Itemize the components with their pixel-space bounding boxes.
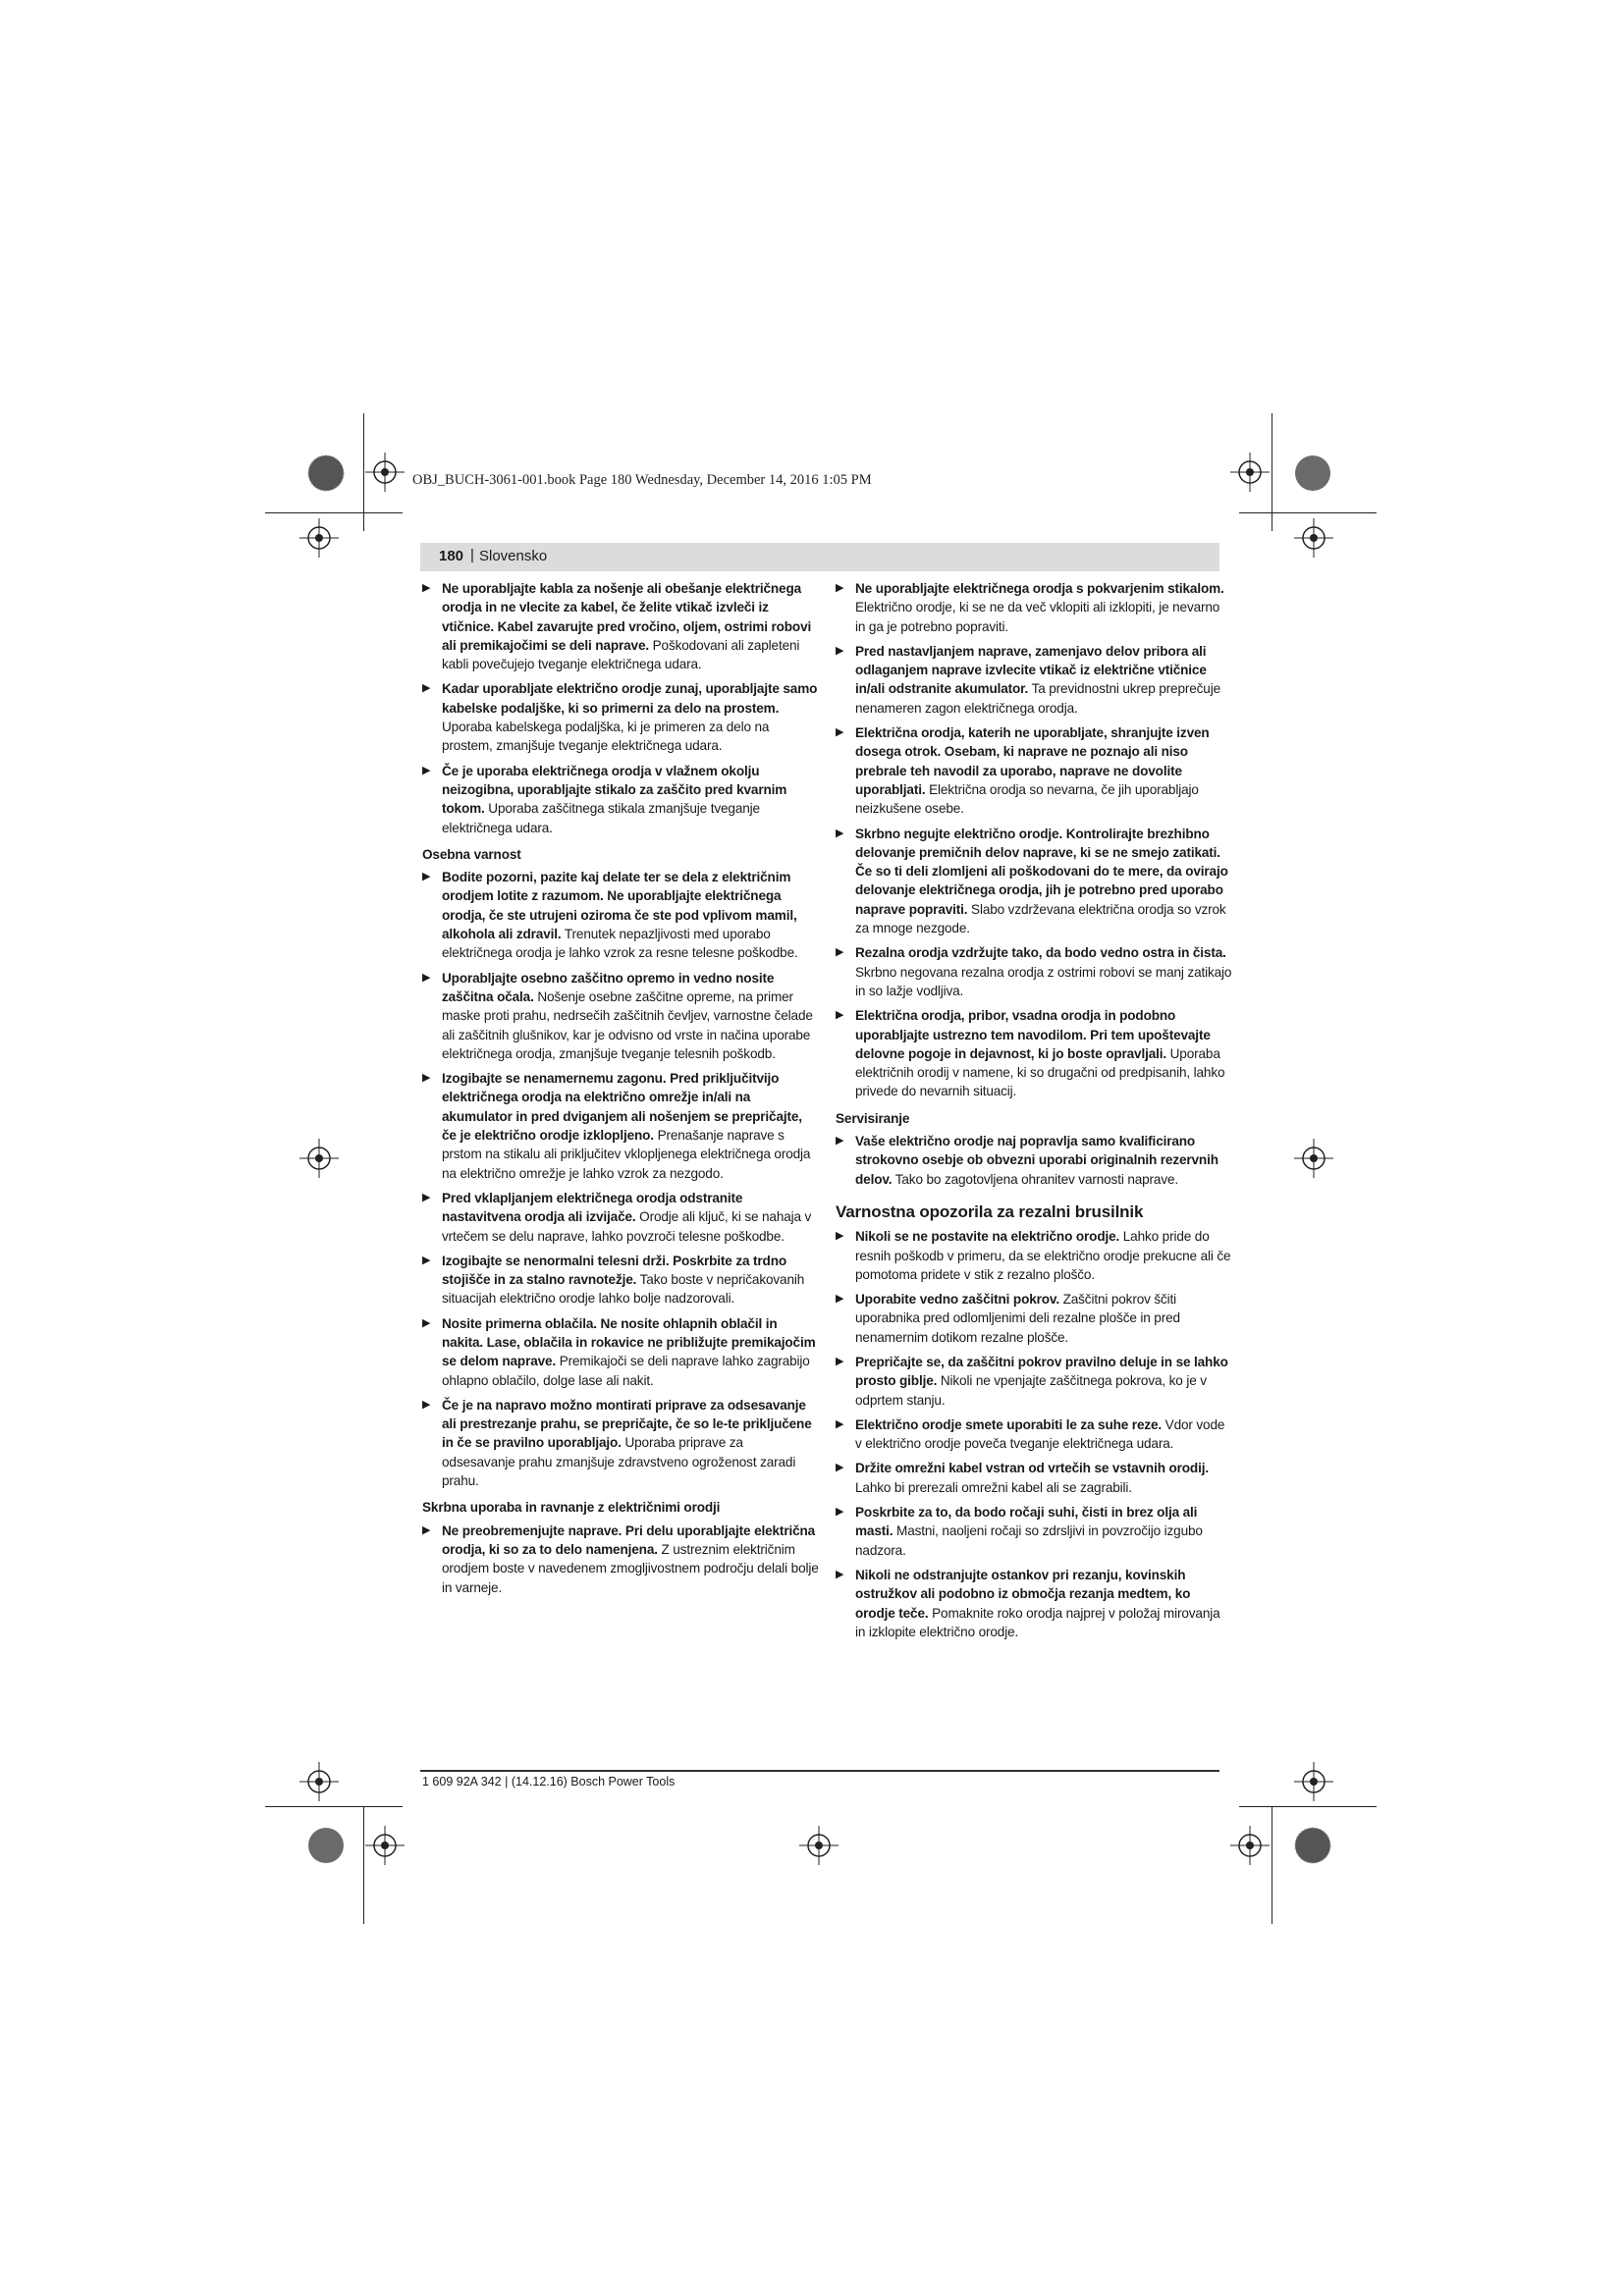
- page-number: 180: [439, 548, 464, 564]
- registration-target-icon: [299, 1762, 339, 1801]
- right-column: [836, 579, 1232, 1647]
- list-item: [836, 1290, 1232, 1347]
- item-text: Prenašanje naprave s prstom na stikalu ali priključitev vklopljenega električnega orodja na električno omrežje je lahko vzrok za nezgodo.: [442, 1128, 811, 1181]
- list-item: [836, 1132, 1232, 1189]
- item-bold-text: Električno orodje smete uporabiti le za suhe reze.: [855, 1416, 1163, 1432]
- list-item: [836, 642, 1232, 718]
- list-item: [422, 1314, 819, 1390]
- list-item: [836, 1006, 1232, 1100]
- bullet-arrow-icon: ▶: [422, 1191, 431, 1203]
- item-text: Poškodovani ali zapleteni kabli povečujejo tveganje električnega udara.: [442, 637, 800, 672]
- list-item: [422, 1396, 819, 1490]
- bullet-arrow-icon: ▶: [422, 682, 431, 695]
- bullet-arrow-icon: ▶: [836, 946, 844, 959]
- bullet-arrow-icon: ▶: [836, 1417, 844, 1430]
- item-bold-text: Če je uporaba električnega orodja v vlažnem okolju neizogibna, uporabljajte stikalo za zaščito pred kvarnim tokom.: [442, 763, 787, 817]
- list-item: [422, 679, 819, 755]
- header-separator: |: [470, 547, 474, 563]
- item-bold-text: Prepričajte se, da zaščitni pokrov pravilno deluje in se lahko prosto giblje.: [855, 1354, 1228, 1389]
- registration-target-icon: [1230, 1826, 1270, 1865]
- list-item: [836, 723, 1232, 818]
- item-text: Orodje ali ključ, ki se nahaja v vrtečem se delu naprave, lahko povzroči telesne poškodbe.: [442, 1209, 812, 1244]
- bullet-arrow-icon: ▶: [836, 582, 844, 594]
- crop-mark: [265, 512, 403, 513]
- crop-mark: [363, 413, 364, 531]
- registration-target-icon: [365, 453, 405, 492]
- item-bold-text: Nikoli se ne postavite na električno orodje.: [855, 1229, 1120, 1245]
- bullet-arrow-icon: ▶: [422, 1398, 431, 1411]
- list-item: [836, 1227, 1232, 1284]
- list-item: [836, 1566, 1232, 1641]
- list-item: [836, 943, 1232, 1000]
- item-bold-text: Skrbno negujte električno orodje. Kontrolirajte brezhibno delovanje premičnih delov naprave, ki se ne smejo zatikati. Če so ti deli zlomljeni ali poškodovani do te mere, da ovirajo delovanje električnega orodja, jih je potrebno pred uporabo naprave popraviti.: [855, 826, 1228, 917]
- item-text: Lahko pride do resnih poškodb v primeru, da se električno orodje prekucne ali če pomotoma pridete v stik z rezalno ploščo.: [855, 1229, 1231, 1282]
- bullet-arrow-icon: ▶: [422, 971, 431, 984]
- item-text: Tako boste v nepričakovanih situacijah električno orodje lahko bolje nadzorovali.: [442, 1272, 805, 1307]
- page-header: [420, 543, 1219, 571]
- footer-divider: [420, 1770, 1219, 1772]
- item-text: Električna orodja so nevarna, če jih uporabljajo neizkušene osebe.: [855, 781, 1199, 817]
- item-text: Premikajoči se deli naprave lahko zagrabijo ohlapno oblačilo, dolge lase ali nakit.: [442, 1354, 810, 1388]
- bullet-arrow-icon: ▶: [836, 1009, 844, 1022]
- item-bold-text: Nosite primerna oblačila. Ne nosite ohlapnih oblačil in nakita. Lase, oblačila in rokavice ne približujte premikajočim se delom naprave.: [442, 1315, 816, 1369]
- item-text: Ta previdnostni ukrep preprečuje nenameren zagon električnega orodja.: [855, 681, 1220, 716]
- item-text: Nikoli ne vpenjajte zaščitnega pokrova, ko je v odprtem stanju.: [855, 1373, 1207, 1408]
- item-bold-text: Izogibajte se nenormalni telesni drži. Poskrbite za trdno stojišče in za stalno ravnotežje.: [442, 1253, 787, 1288]
- item-bold-text: Električna orodja, pribor, vsadna orodja in podobno uporabljajte ustrezno tem navodilom. Pri tem upoštevajte delovne pogoje in dejavnost, ki jo boste opravljali.: [855, 1008, 1211, 1061]
- item-bold-text: Uporabite vedno zaščitni pokrov.: [855, 1292, 1059, 1308]
- item-text: Skrbno negovana rezalna orodja z ostrimi robovi se manj zatikajo in so lažje vodljiva.: [855, 964, 1232, 998]
- section-heading: Skrbna uporaba in ravnanje z električnimi orodji: [422, 1500, 721, 1516]
- bullet-arrow-icon: ▶: [422, 1523, 431, 1536]
- item-bold-text: Bodite pozorni, pazite kaj delate ter se dela z električnim orodjem lotite z razumom. Ne uporabljajte električnega orodja, če ste utrujeni oziroma če ste pod vplivom mamil, alkohola ali zdravil.: [442, 870, 797, 942]
- bullet-arrow-icon: ▶: [836, 644, 844, 657]
- list-item: [836, 1503, 1232, 1560]
- item-bold-text: Pred nastavljanjem naprave, zamenjavo delov pribora ali odlaganjem naprave izvlecite vtikač iz električne vtičnice in/ali odstranite akumulator.: [855, 643, 1207, 697]
- list-item: [422, 868, 819, 962]
- list-item: [836, 1459, 1232, 1497]
- bullet-arrow-icon: ▶: [836, 1462, 844, 1474]
- section-heading: Osebna varnost: [422, 846, 521, 862]
- gray-calibration-circle-icon: [1294, 454, 1331, 492]
- crop-mark: [1239, 1806, 1377, 1807]
- item-text: Slabo vzdrževana električna orodja so vzrok za mnoge nezgode.: [855, 901, 1226, 936]
- bullet-arrow-icon: ▶: [836, 726, 844, 739]
- bullet-arrow-icon: ▶: [422, 1072, 431, 1085]
- item-text: Uporaba priprave za odsesavanje prahu zmanjšuje zdravstveno ogroženost zaradi prahu.: [442, 1435, 796, 1489]
- item-text: Nošenje osebne zaščitne opreme, na primer maske proti prahu, nedrsečih zaščitnih čevljev, varnostne čelade ali zaščitnih glušnikov, kar je odvisno od vrste in načina uporabe električnega orodja, zmanjšuje tveganje telesnih poškodb.: [442, 988, 813, 1061]
- item-bold-text: Ne uporabljajte električnega orodja s pokvarjenim stikalom.: [855, 581, 1224, 596]
- bullet-arrow-icon: ▶: [422, 582, 431, 594]
- section-heading: Servisiranje: [836, 1110, 910, 1126]
- item-bold-text: Rezalna orodja vzdržujte tako, da bodo vedno ostra in čista.: [855, 945, 1226, 961]
- item-bold-text: Poskrbite za to, da bodo ročaji suhi, čisti in brez olja ali masti.: [855, 1505, 1198, 1539]
- item-bold-text: Uporabljajte osebno zaščitno opremo in vedno nosite zaščitna očala.: [442, 970, 775, 1004]
- item-bold-text: Ne uporabljajte kabla za nošenje ali obešanje električnega orodja in ne vlecite za kabel, če želite vtikač izvleči iz vtičnice. Kabel zavarujte pred vročino, oljem, ostrimi robovi ali premikajočimi se deli naprave.: [442, 581, 812, 653]
- gray-calibration-circle-icon: [1294, 1827, 1331, 1864]
- list-item: [836, 579, 1232, 636]
- list-item: [422, 579, 819, 673]
- item-text: Uporaba kabelskega podaljška, ki je primeren za delo na prostem, zmanjšuje tveganje električnega udara.: [442, 720, 770, 754]
- item-bold-text: Kadar uporabljate električno orodje zunaj, uporabljajte samo kabelske podaljške, ki so primerni za delo na prostem.: [442, 681, 818, 716]
- gray-calibration-circle-icon: [307, 454, 345, 492]
- header-language: Slovensko: [479, 548, 548, 564]
- registration-target-icon: [299, 518, 339, 558]
- item-bold-text: Pred vklapljanjem električnega orodja odstranite nastavitvena orodja ali izvijače.: [442, 1190, 743, 1225]
- bullet-arrow-icon: ▶: [836, 827, 844, 839]
- item-bold-text: Nikoli ne odstranjujte ostankov pri rezanju, kovinskih ostružkov ali podobno iz območja rezanja medtem, ko orodje teče.: [855, 1567, 1191, 1621]
- list-item: [422, 1189, 819, 1246]
- list-item: [836, 1415, 1232, 1454]
- list-item: [836, 1353, 1232, 1410]
- item-text: Trenutek nepazljivosti med uporabo električnega orodja je lahko vzrok za resne telesne poškodbe.: [442, 927, 798, 961]
- list-item: [422, 1069, 819, 1183]
- list-item: [422, 969, 819, 1063]
- left-column: [422, 579, 819, 1603]
- list-item: [836, 825, 1232, 938]
- bullet-arrow-icon: ▶: [836, 1135, 844, 1148]
- item-bold-text: Ne preobremenjujte naprave. Pri delu uporabljajte električna orodja, ki so za to delo namenjena.: [442, 1522, 816, 1557]
- crop-mark: [363, 1806, 364, 1924]
- list-item: [422, 762, 819, 837]
- bullet-arrow-icon: ▶: [422, 871, 431, 883]
- item-bold-text: Električna orodja, katerih ne uporabljate, shranjujte izven dosega otrok. Osebam, ki naprave ne poznajo ali niso prebrale teh navodil za uporabo, naprave ne dovolite uporabljati.: [855, 725, 1210, 797]
- bullet-arrow-icon: ▶: [836, 1568, 844, 1580]
- registration-target-icon: [1230, 453, 1270, 492]
- item-text: Uporaba zaščitnega stikala zmanjšuje tveganje električnega udara.: [442, 801, 760, 835]
- item-bold-text: Če je na napravo možno montirati priprave za odsesavanje ali prestrezanje prahu, se prepričajte, če so le-te priključene in če se pravilno uporabljajo.: [442, 1397, 812, 1451]
- list-item: [422, 1252, 819, 1308]
- list-item: [422, 1522, 819, 1597]
- bullet-arrow-icon: ▶: [422, 1316, 431, 1329]
- bullet-arrow-icon: ▶: [836, 1506, 844, 1519]
- registration-target-icon: [365, 1826, 405, 1865]
- registration-target-icon: [1294, 518, 1333, 558]
- subsection-title: Varnostna opozorila za rezalni brusilnik: [836, 1201, 1144, 1221]
- bullet-arrow-icon: ▶: [836, 1355, 844, 1367]
- item-text: Električno orodje, ki se ne da več vklopiti ali izklopiti, je nevarno in ga je potrebno popraviti.: [855, 600, 1220, 634]
- registration-target-icon: [299, 1139, 339, 1178]
- registration-target-icon: [799, 1826, 839, 1865]
- item-text: Uporaba električnih orodij v namene, ki so drugačni od predpisanih, lahko privede do nevarnih situacij.: [855, 1045, 1225, 1099]
- item-text: Vdor vode v električno orodje poveča tveganje električnega udara.: [855, 1416, 1225, 1452]
- bullet-arrow-icon: ▶: [836, 1293, 844, 1306]
- item-text: Tako bo zagotovljena ohranitev varnosti naprave.: [892, 1171, 1179, 1187]
- bullet-arrow-icon: ▶: [836, 1230, 844, 1243]
- crop-mark: [1239, 512, 1377, 513]
- item-text: Lahko bi prerezali omrežni kabel ali se zagrabili.: [855, 1479, 1132, 1495]
- registration-target-icon: [1294, 1762, 1333, 1801]
- item-bold-text: Vaše električno orodje naj popravlja samo kvalificirano strokovno osebje ob obvezni uporabi originalnih rezervnih delov.: [855, 1134, 1218, 1187]
- crop-mark: [265, 1806, 403, 1807]
- registration-target-icon: [1294, 1139, 1333, 1178]
- item-text: Mastni, naoljeni ročaji so zdrsljivi in povzročijo izgubo nadzora.: [855, 1523, 1203, 1558]
- item-text: Pomaknite roko orodja najprej v položaj mirovanja in izklopite električno orodje.: [855, 1605, 1220, 1639]
- item-bold-text: Izogibajte se nenamernemu zagonu. Pred priključitvijo električnega orodja na električno omrežje in/ali na akumulator in pred dviganjem ali nošenjem se prepričajte, če je električno orodje izklopljeno.: [442, 1071, 802, 1144]
- gray-calibration-circle-icon: [307, 1827, 345, 1864]
- bullet-arrow-icon: ▶: [422, 1254, 431, 1266]
- item-text: Z ustreznim električnim orodjem boste v navedenem zmogljivostnem področju delali bolje in varneje.: [442, 1541, 819, 1595]
- item-bold-text: Držite omrežni kabel vstran od vrtečih se vstavnih orodij.: [855, 1461, 1209, 1476]
- item-text: Zaščitni pokrov ščiti uporabnika pred odlomljenimi deli rezalne plošče in pred nenamernim dotikom rezalne plošče.: [855, 1292, 1180, 1345]
- bullet-arrow-icon: ▶: [422, 764, 431, 776]
- print-slug: OBJ_BUCH-3061-001.book Page 180 Wednesday, December 14, 2016 1:05 PM: [412, 472, 872, 488]
- page-footer: 1 609 92A 342 | (14.12.16) Bosch Power Tools: [422, 1775, 676, 1789]
